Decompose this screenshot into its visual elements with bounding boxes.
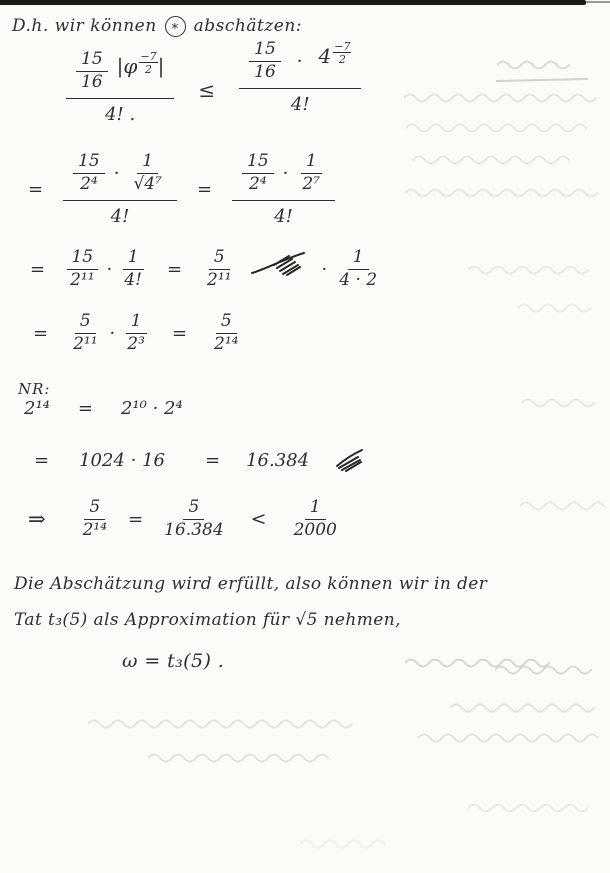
bleedthrough-mark (405, 185, 600, 199)
denominator: 2⁴ (249, 173, 267, 194)
exponent-frac (139, 51, 157, 76)
denominator: √4⁷ (133, 173, 162, 194)
bleedthrough-mark (450, 700, 600, 714)
scan-artifact-top-bar (0, 0, 586, 5)
equals-sign: = (28, 179, 44, 201)
nr-line-1 (24, 398, 183, 419)
pen-scribble-crossed-out (250, 249, 308, 279)
denominator-4fact: 4! (274, 206, 293, 228)
multiplication-dot: · (113, 162, 120, 184)
exp-num: −7 (140, 49, 157, 63)
nr-label (18, 380, 50, 398)
bleedthrough-mark (405, 655, 555, 669)
text: ω = t₃(5) . (122, 650, 225, 672)
numerator: 1 (126, 312, 147, 334)
equals-sign: = (204, 449, 221, 471)
text: Die Abschätzung wird erfüllt, also können wir in der (14, 574, 488, 594)
equals-sign: = (166, 258, 183, 280)
numerator: 5 (84, 498, 105, 520)
fraction (73, 152, 105, 194)
denominator: 2³ (127, 333, 145, 354)
estimate-inequality (66, 39, 361, 126)
heading-pre: D.h. wir können (12, 15, 157, 36)
paragraph-line-2 (14, 610, 401, 630)
bleedthrough-mark (495, 662, 600, 676)
nr-abbreviation: NR: (18, 380, 51, 398)
step2-fraction-2 (232, 152, 335, 227)
lhs-big-fraction (66, 50, 174, 125)
heading-post: abschätzen: (193, 15, 303, 36)
multiplication-dot: · (109, 322, 116, 344)
denominator: 2¹⁴ (214, 333, 239, 354)
step-4 (33, 312, 243, 354)
fraction (209, 312, 243, 354)
bleedthrough-mark (520, 498, 605, 512)
fraction-15-16 (249, 40, 281, 82)
omega-definition (122, 650, 224, 672)
numerator: 15 (76, 50, 108, 72)
rhs-big-fraction (239, 40, 361, 115)
fraction (202, 248, 236, 290)
bleedthrough-mark (406, 120, 591, 134)
numerator: 15 (249, 40, 281, 62)
fraction (128, 152, 166, 194)
equals-sign: = (77, 398, 93, 419)
numerator: 1 (123, 248, 144, 270)
denominator: 16.384 (164, 519, 224, 540)
denominator: 2⁷ (302, 173, 321, 194)
less-than-sign: < (250, 508, 267, 531)
fraction (242, 152, 274, 194)
multiplication-dot: · (106, 258, 113, 280)
numerator: 1 (348, 248, 369, 270)
fraction (297, 152, 325, 194)
abs-open: | (116, 53, 124, 78)
equals-sign: = (34, 449, 50, 471)
four-power (318, 39, 352, 79)
numerator: 15 (67, 248, 99, 270)
base-4: 4 (318, 43, 332, 68)
exp-num: −7 (334, 39, 351, 53)
equals-sign: = (196, 179, 213, 201)
power-2-14: 2¹⁴ (24, 398, 50, 419)
step-2 (28, 152, 335, 227)
multiplication-dot: · (321, 258, 328, 280)
conclusion-inequality (28, 498, 342, 540)
equals-sign: = (33, 322, 49, 344)
heading-line (12, 15, 302, 36)
power-product: 2¹⁰ · 2⁴ (120, 398, 183, 419)
numerator: 5 (183, 498, 204, 520)
equals-sign: = (128, 508, 144, 530)
leq-relation: ≤ (198, 77, 216, 102)
denominator: 4! (124, 269, 142, 290)
denominator: 16 (81, 71, 103, 92)
product-1024-16: 1024 · 16 (79, 449, 165, 471)
exponent-frac (333, 41, 351, 66)
multiplication-dot: · (282, 162, 289, 184)
result-16384: 16.384 (246, 449, 310, 471)
denominator: 2000 (293, 519, 337, 540)
numerator: 5 (216, 312, 237, 334)
text: Tat t₃(5) als Approximation für √5 nehmen, (14, 610, 401, 630)
fraction-15-16 (76, 50, 108, 92)
phi-symbol: φ (123, 53, 138, 78)
equals-sign: = (171, 322, 188, 344)
fraction (122, 312, 150, 354)
bleedthrough-mark (413, 152, 578, 166)
rhs-denominator: 4! (290, 94, 310, 116)
exp-den: 2 (338, 53, 346, 67)
step2-fraction-1 (63, 152, 177, 227)
fraction (334, 248, 382, 290)
fraction (289, 498, 342, 540)
bleedthrough-mark (418, 730, 598, 744)
bleedthrough-mark (88, 716, 353, 730)
exp-den: 2 (145, 63, 153, 77)
denominator: 2¹⁴ (82, 519, 108, 540)
fraction (68, 312, 102, 354)
numerator: 15 (73, 152, 105, 174)
circled-asterisk-symbol (165, 16, 186, 37)
numerator: 15 (242, 152, 274, 174)
fraction (65, 248, 99, 290)
bleedthrough-mark (522, 395, 604, 409)
abs-close: | (157, 53, 165, 78)
denominator-4fact: 4! (110, 206, 130, 228)
step-3 (30, 248, 382, 290)
denominator: 2¹¹ (73, 333, 98, 354)
bleedthrough-mark (148, 750, 333, 764)
implies-arrow: ⇒ (28, 507, 46, 532)
bleedthrough-mark (518, 300, 598, 314)
bleedthrough-mark (404, 90, 599, 104)
denominator: 4 · 2 (339, 269, 378, 290)
multiplication-dot: · (296, 50, 303, 72)
denominator: 2⁴ (80, 173, 98, 194)
numerator: 1 (137, 152, 158, 174)
rhs-numerator (239, 40, 361, 89)
equals-sign: = (30, 258, 46, 280)
lhs-denominator: 4! . (105, 104, 136, 126)
numerator-product (232, 152, 335, 201)
fraction (119, 248, 147, 290)
paragraph-line-1 (14, 574, 487, 594)
scan-artifact-top-bar-end (586, 1, 610, 3)
numerator: 5 (209, 248, 230, 270)
denominator: 2¹¹ (70, 269, 95, 290)
pen-scribble-mark (335, 448, 365, 472)
numerator-product (63, 152, 177, 201)
numerator: 1 (305, 498, 326, 520)
bleedthrough-mark (468, 800, 588, 814)
nr-line-2 (34, 448, 365, 472)
denominator: 2¹¹ (207, 269, 232, 290)
bleedthrough-mark (497, 57, 579, 71)
bleedthrough-mark (468, 262, 593, 276)
fraction (159, 498, 228, 540)
bleedthrough-mark (300, 836, 390, 850)
numerator: 5 (75, 312, 96, 334)
asterisk-glyph: ∗ (170, 19, 180, 34)
fraction (78, 498, 112, 540)
denominator: 16 (254, 61, 276, 82)
numerator: 1 (301, 152, 322, 174)
abs-phi-power (116, 49, 165, 89)
bleedthrough-mark (496, 74, 588, 88)
lhs-numerator (66, 50, 174, 99)
